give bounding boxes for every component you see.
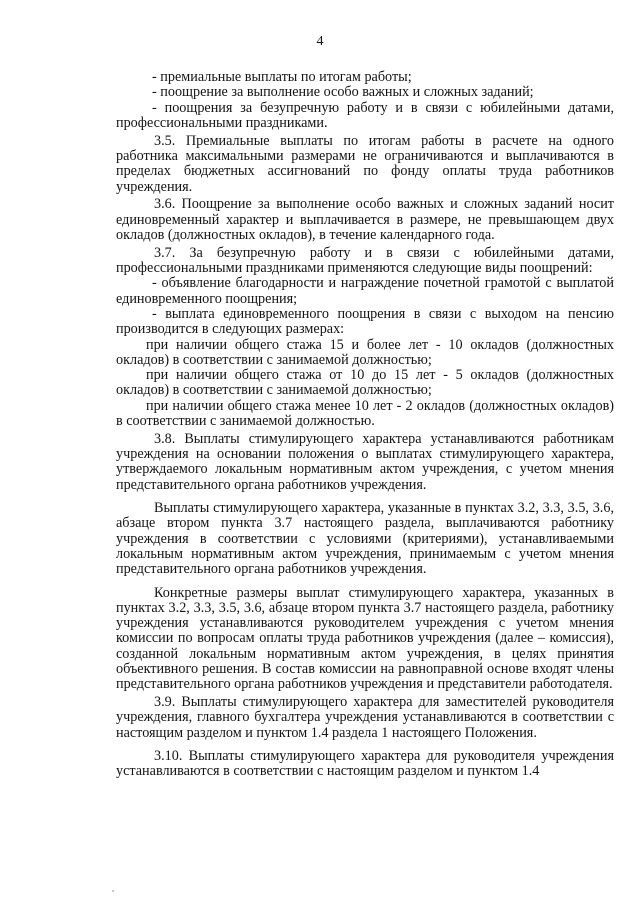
list-item-bonus-results: - премиальные выплаты по итогам работы; [152,69,412,85]
list-item-bonus-impeccable-work: - поощрения за безупречную работу и в связи с юбилейными датами, профессиональными праздниками. [116,99,614,131]
paragraph-3-7: 3.7. За безупречную работу и в связи с юбилейными датами, профессиональными праздниками применяются следующие виды поощрений: [116,244,614,277]
document-body [116,70,614,780]
paragraph-incentive-amounts: Конкретные размеры выплат стимулирующего характера, указанных в пунктах 3.2, 3.3, 3.5, 3.6, абзаце втором пункта 3.7 настоящего раздела, работнику учреждения устанавливаются руководителем учреждения с учетом мнения комиссии по вопросам оплаты труда работников учреждения (далее – комиссия), созданной локальным нормативным актом учреждения, в целях принятия объективного решения. В состав комиссии на равноправной основе входят члены представительного органа работников учреждения и представители работодателя. [116,584,614,693]
retirement-tier-10-15-years: при наличии общего стажа от 10 до 15 лет - 5 окладов (должностных окладов) в соответствии с занимаемой должностью; [116,367,614,399]
paragraph-3-8: 3.8. Выплаты стимулирующего характера устанавливаются работникам учреждения на основании положения о выплатах стимулирующего характера, утверждаемого локальным нормативным актом учреждения, с учетом мнения представительного органа работников учреждения. [116,430,614,493]
retirement-tier-under-10-years: при наличии общего стажа менее 10 лет - 2 окладов (должностных окладов) в соответствии с занимаемой должностью. [116,397,614,430]
paragraph-incentive-criteria: Выплаты стимулирующего характера, указанные в пунктах 3.2, 3.3, 3.5, 3.6, абзаце втором пункта 3.7 настоящего раздела, выплачиваются работнику учреждения в соответствии с условиями (критериями), устанавливаемыми локальным нормативным актом учреждения, принимаемым с учетом мнения представительного органа работников учреждения. [116,500,614,578]
paragraph-3-6: 3.6. Поощрение за выполнение особо важных и сложных заданий носит единовременный характер и выплачивается в размере, не превышающем двух окладов (должностных окладов), в течение календарного года. [116,196,614,243]
paragraph-3-10: 3.10. Выплаты стимулирующего характера для руководителя учреждения устанавливаются в соответствии с настоящим разделом и пунктом 1.4 [116,747,614,780]
list-item-gratitude: - объявление благодарности и награждение почетной грамотой с выплатой единовременного поощрения; [116,275,614,307]
retirement-tier-15-years: при наличии общего стажа 15 и более лет - 10 окладов (должностных окладов) в соответствии с занимаемой должностью; [116,336,614,368]
page-number: 4 [316,34,324,49]
paragraph-3-9: 3.9. Выплаты стимулирующего характера для заместителей руководителя учреждения, главного бухгалтера учреждения устанавливаются в соответствии с настоящим разделом и пунктом 1.4 раздела 1 настоящего Положения. [116,694,614,741]
paragraph-3-5: 3.5. Премиальные выплаты по итогам работы в расчете на одного работника максимальными размерами не ограничиваются и выплачиваются в пределах бюджетных ассигнований по фонду оплаты труда работников учреждения. [116,132,614,195]
scan-speck [112,890,114,892]
list-item-retirement-payment: - выплата единовременного поощрения в связи с выходом на пенсию производится в следующих размерах: [116,305,614,338]
list-item-bonus-important-tasks: - поощрение за выполнение особо важных и сложных заданий; [152,84,534,101]
